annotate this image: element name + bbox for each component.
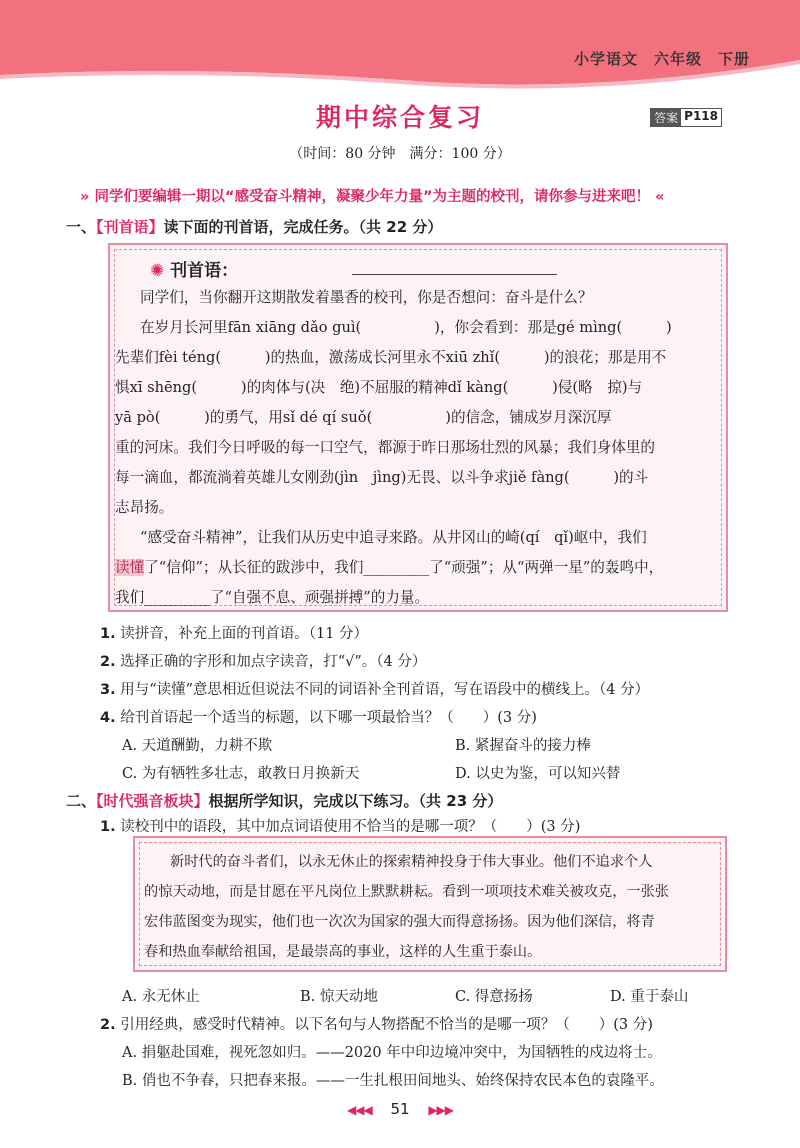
foreword-line-text: 了“信仰”；从长征的跋涉中，我们_________了“顽强”；从“两弹一星”的轰鸣中， — [144, 559, 664, 576]
right-arrows-icon: ▶▶▶ — [428, 1103, 454, 1117]
grade-label: 小学语文 六年级 下册 — [573, 50, 750, 68]
section-2-question-1 — [100, 815, 580, 836]
foreword-line: 每一滴血，都流淌着英雄儿女刚劲(jìn jìng)无畏、以斗争求jiě fàng( )的斗 — [115, 469, 649, 486]
question-number: 2. — [100, 654, 116, 670]
foreword-line: “感受奋斗精神”，让我们从历史中追寻来路。从井冈山的崎(qí qǐ)岖中，我们 — [140, 529, 647, 546]
foreword-line-with-highlight — [115, 556, 715, 577]
question-number: 1. — [100, 626, 116, 642]
section-number: 一、 — [66, 218, 97, 236]
left-arrows-icon: ◀◀◀ — [346, 1103, 372, 1117]
double-chevron-right-icon: » — [80, 189, 90, 205]
page-footer — [0, 1100, 800, 1118]
question-4 — [100, 706, 537, 727]
question-1 — [100, 622, 368, 643]
page-number: 51 — [390, 1100, 410, 1118]
page-title: 期中综合复习 — [315, 103, 484, 132]
title-blank-line[interactable] — [352, 274, 557, 275]
question-text: 读校刊中的语段，其中加点词语使用不恰当的是哪一项？（ ）(3 分) — [120, 819, 581, 835]
double-chevron-left-icon: « — [655, 189, 665, 205]
foreword-line: yā pò( )的勇气，用sǐ dé qí suǒ( )的信念，铺成岁月深沉厚 — [115, 409, 612, 426]
foreword-heading — [150, 256, 238, 281]
sun-icon: ✺ — [150, 261, 165, 281]
option-d[interactable]: D. 以史为鉴，可以知兴替 — [455, 766, 621, 782]
answer-reference[interactable] — [650, 108, 722, 127]
question-number: 3. — [100, 682, 116, 698]
option-b[interactable]: B. 紧握奋斗的接力棒 — [455, 738, 591, 754]
passage-line: 新时代的奋斗者们，以永无休止的探索精神投身于伟大事业。他们不追求个人 — [170, 854, 653, 870]
question-text: 给刊首语起一个适当的标题，以下哪一项最恰当？（ ）(3 分) — [120, 710, 537, 726]
answer-label: 答案 — [651, 109, 681, 126]
option-a[interactable]: A. 天道酬勤，力耕不欺 — [122, 738, 273, 754]
question-text: 用与“读懂”意思相近但说法不同的词语补全刊首语，写在语段中的横线上。（4 分） — [120, 682, 650, 698]
foreword-line: 在岁月长河里fān xiāng dǎo guì( )，你会看到：那是gé mìng( ) — [140, 319, 672, 336]
question-number: 4. — [100, 710, 116, 726]
foreword-line: 志昂扬。 — [115, 499, 174, 516]
question-text: 选择正确的字形和加点字读音，打“√”。（4 分） — [120, 654, 427, 670]
option-b[interactable]: B. 俏也不争春，只把春来报。——一生扎根田间地头、始终保持农民本色的袁隆平。 — [122, 1073, 664, 1089]
foreword-line: 同学们，当你翻开这期散发着墨香的校刊，你是否想问：奋斗是什么？ — [140, 289, 593, 306]
banner-text: 同学们要编辑一期以“感受奋斗精神，凝聚少年力量”为主题的校刊，请你参与进来吧！ — [94, 189, 650, 205]
question-text: 读拼音，补充上面的刊首语。（11 分） — [120, 626, 369, 642]
foreword-line: 先辈们fèi téng( )的热血，激荡成长河里永不xiū zhǐ( )的浪花；那是用不 — [115, 349, 667, 366]
question-2 — [100, 650, 426, 671]
section-2-question-2 — [100, 1013, 653, 1034]
passage-line: 春和热血奉献给祖国，是最崇高的事业，这样的人生重于泰山。 — [144, 944, 542, 960]
question-text: 引用经典，感受时代精神。以下名句与人物搭配不恰当的是哪一项？（ ）(3 分) — [120, 1017, 653, 1033]
option-d[interactable]: D. 重于泰山 — [610, 989, 689, 1005]
section-tag: 【刊首语】 — [96, 218, 164, 236]
section-title: 读下面的刊首语，完成任务。（共 22 分） — [163, 218, 443, 236]
section-tag: 【时代强音板块】 — [96, 792, 209, 810]
question-3 — [100, 678, 649, 699]
question-number: 1. — [100, 819, 116, 835]
section-number: 二、 — [66, 792, 97, 810]
option-c[interactable]: C. 为有牺牲多壮志，敢教日月换新天 — [122, 766, 360, 782]
section-2-heading — [66, 790, 502, 811]
foreword-line: 惧xī shēng( )的肉体与(决 绝)不屈服的精神dǐ kàng( )侵(略 掠)与 — [115, 379, 643, 396]
section-1-heading — [66, 216, 442, 237]
time-info: （时间：80 分钟 满分：100 分） — [289, 146, 511, 162]
passage-line: 的惊天动地，而是甘愿在平凡岗位上默默耕耘。看到一项项技术难关被攻克，一张张 — [144, 884, 669, 900]
question-number: 2. — [100, 1017, 116, 1033]
option-a[interactable]: A. 永无休止 — [122, 989, 200, 1005]
option-b[interactable]: B. 惊天动地 — [300, 989, 378, 1005]
foreword-heading-label: 刊首语： — [170, 261, 239, 281]
highlight-word: 读懂 — [115, 559, 145, 576]
answer-page: P118 — [684, 109, 718, 123]
foreword-line: 我们_________了“自强不息、顽强拼搏”的力量。 — [115, 589, 430, 606]
section-title: 根据所学知识，完成以下练习。（共 23 分） — [208, 792, 503, 810]
option-a[interactable]: A. 捐躯赴国难，视死忽如归。——2020 年中印边境冲突中，为国牺牲的戍边将士。 — [122, 1045, 662, 1061]
header-band — [0, 0, 800, 90]
intro-banner — [80, 185, 740, 206]
passage-line: 宏伟蓝图变为现实，他们也一次次为国家的强大而得意扬扬。因为他们深信，将青 — [144, 914, 655, 930]
option-c[interactable]: C. 得意扬扬 — [455, 989, 533, 1005]
foreword-line: 重的河床。我们今日呼吸的每一口空气，都源于昨日那场壮烈的风暴；我们身体里的 — [115, 439, 655, 456]
